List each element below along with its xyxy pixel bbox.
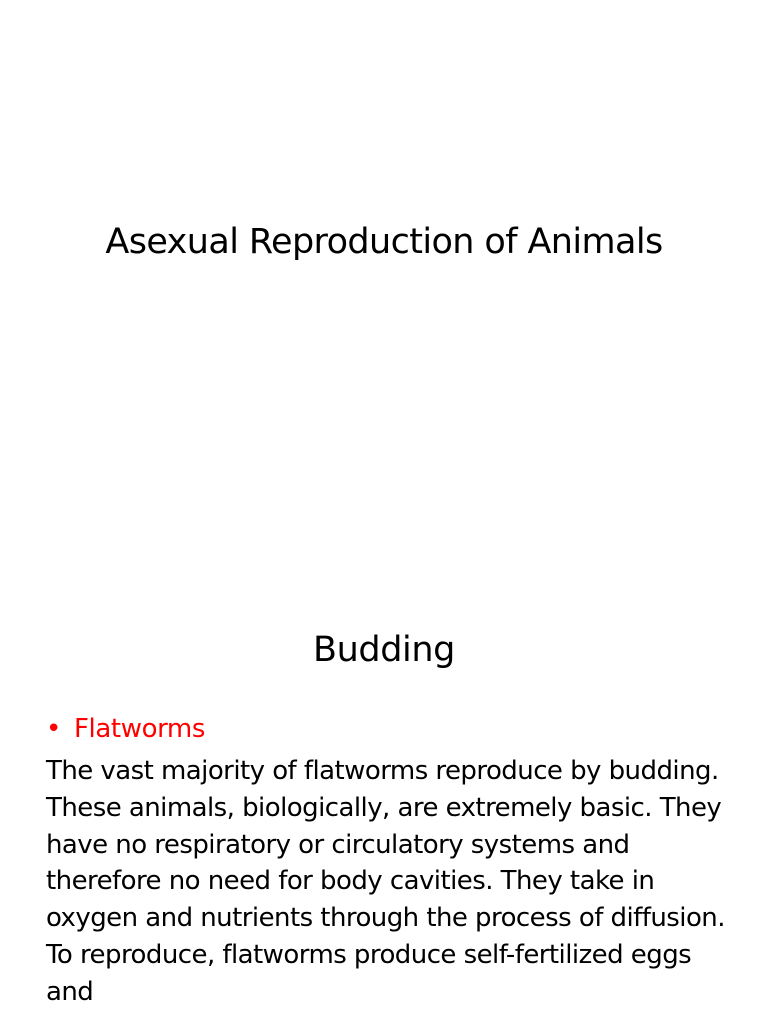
budding-slide	[0, 576, 768, 1024]
slide-heading: Budding	[313, 630, 455, 670]
bullet-marker: •	[46, 714, 62, 744]
slide-title: Asexual Reproduction of Animals	[105, 222, 663, 262]
bullet-item-flatworms	[46, 709, 205, 749]
bullet-label: Flatworms	[74, 714, 205, 744]
body-paragraph: The vast majority of flatworms reproduce by budding. These animals, biologically, are extremely basic. They have no respiratory or circulatory systems and therefore no need for body cavities. They take in oxygen and nutrients through the process of diffusion. To reproduce, flatworms produce self-fertilized eggs and	[46, 756, 725, 1007]
